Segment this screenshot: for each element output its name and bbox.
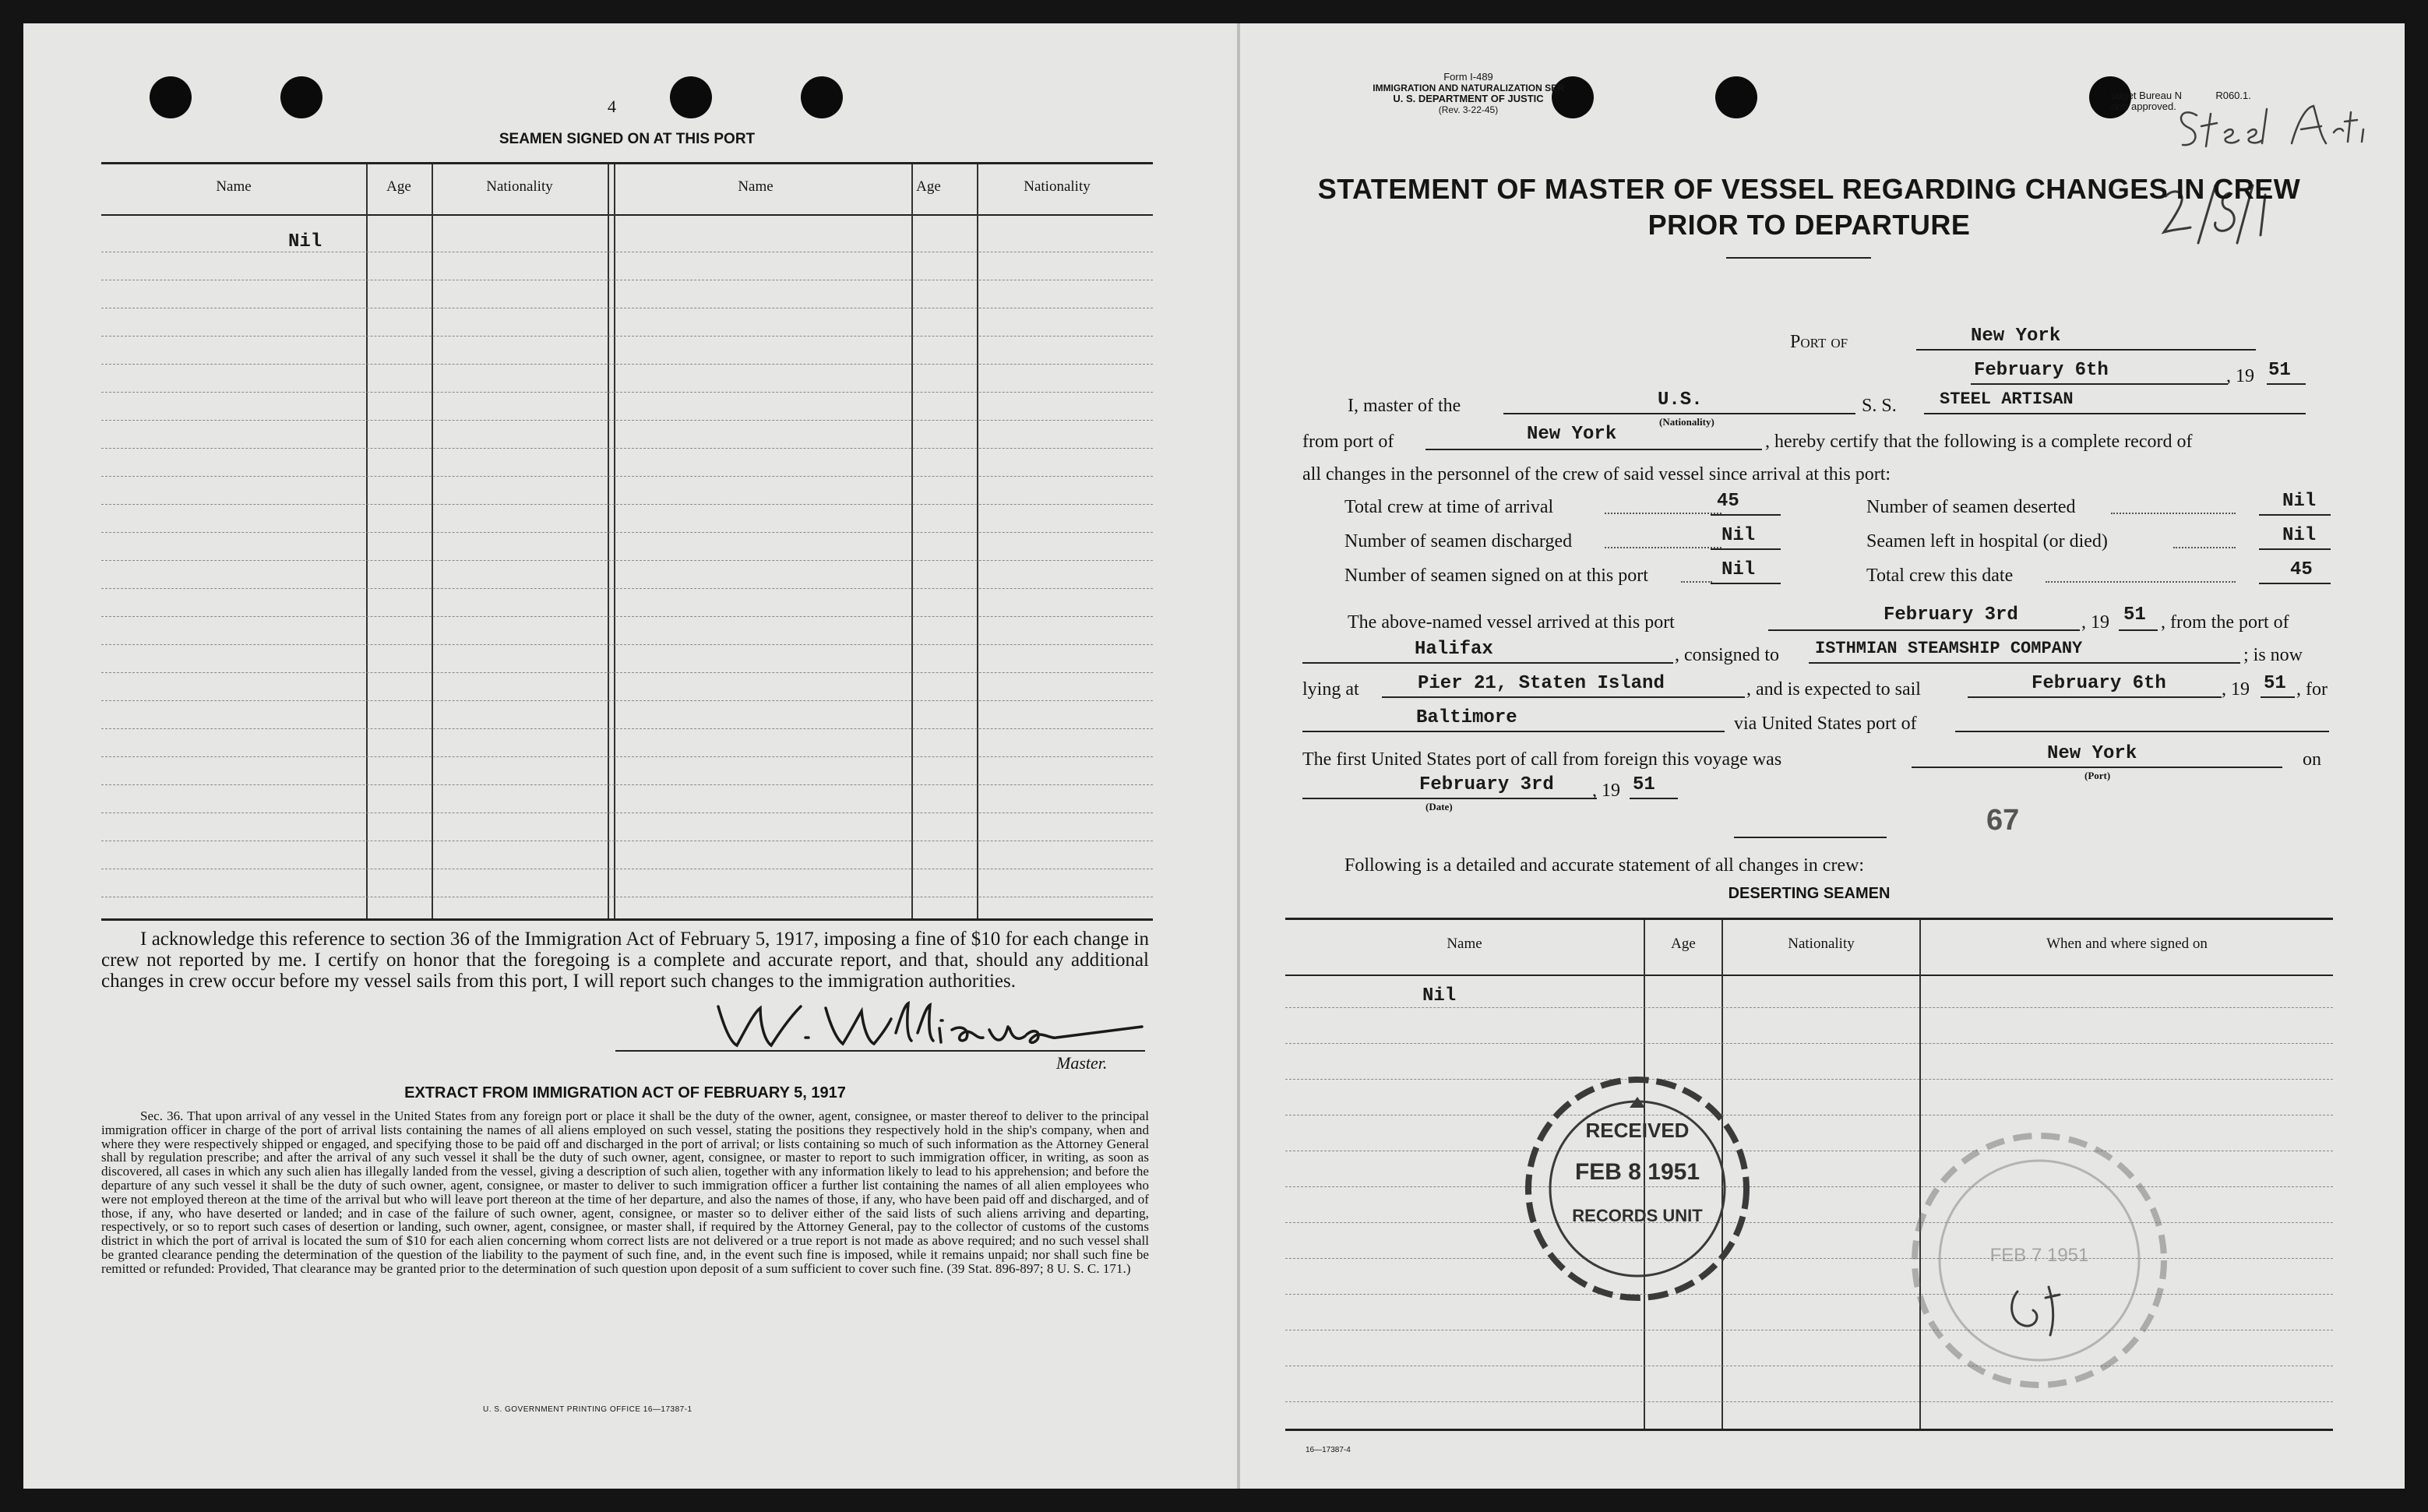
leader-dots — [2111, 513, 2236, 514]
via-label: via United States port of — [1734, 714, 1917, 734]
deserting-seamen-title: DESERTING SEAMEN — [1728, 885, 1891, 902]
arrived-date: February 3rd — [1884, 604, 2018, 626]
first-year-line — [1630, 798, 1678, 799]
acknowledgement-text: I acknowledge this reference to section 36 of the Immigration Act of February 5, 1917, imposing a fine of $10 for each change in crew not reported by me. I certify on honor that the foregoing is a complete and accurate report, and that, should any additional changes in crew occur before my vessel sails from this port, I will report such changes to the immigration authorities. — [101, 929, 1149, 992]
column-header-age: Age — [386, 178, 411, 195]
row-line — [101, 420, 1153, 421]
page-number: 4 — [608, 97, 616, 116]
from-the-port-label: , from the port of — [2161, 612, 2289, 633]
row-line — [101, 672, 1153, 673]
separator-line — [1734, 837, 1887, 838]
discharged-value: Nil — [1721, 525, 1756, 546]
column-header-name: Name — [1447, 936, 1482, 952]
total-crew-arrival-value: 45 — [1717, 491, 1739, 512]
certify-text-2: all changes in the personnel of the crew of said vessel since arrival at this port: — [1302, 464, 1891, 485]
column-header-nationality: Nationality — [1788, 936, 1855, 952]
seamen-signed-on-table — [101, 162, 1153, 921]
row-line — [101, 812, 1153, 813]
column-header-nationality: Nationality — [486, 178, 553, 195]
hospital-value: Nil — [2282, 525, 2317, 546]
sail-year-prefix: , 19 — [2222, 679, 2250, 700]
page-fold — [1237, 23, 1240, 1489]
punch-hole — [280, 76, 322, 118]
lying-at-label: lying at — [1302, 679, 1359, 700]
leader-dots — [1681, 581, 1712, 583]
entry-nil: Nil — [1422, 985, 1457, 1006]
form-printing-code: 16—17387-4 — [1306, 1446, 1351, 1454]
value-line — [1711, 548, 1781, 550]
row-line — [101, 532, 1153, 533]
column-header-signed-on: When and where signed on — [2046, 936, 2208, 952]
port-of-line — [1916, 349, 2256, 351]
row-line — [1285, 1294, 2333, 1295]
column-divider — [614, 164, 615, 918]
row-line — [101, 588, 1153, 589]
handwritten-initials — [2002, 1279, 2080, 1345]
punch-hole — [801, 76, 843, 118]
sail-year-line — [2261, 696, 2295, 698]
on-label: on — [2303, 749, 2321, 770]
row-line — [101, 476, 1153, 477]
nationality-value: U.S. — [1658, 389, 1703, 411]
row-line — [101, 392, 1153, 393]
port-of-value: New York — [1971, 326, 2061, 347]
form-title-line-2: PRIOR TO DEPARTURE — [1647, 209, 1971, 241]
master-signature — [709, 997, 1145, 1052]
first-year-prefix: , 19 — [1592, 781, 1620, 801]
lying-at-line — [1382, 696, 1745, 698]
vessel-name: STEEL ARTISAN — [1940, 389, 2074, 409]
department-line: U. S. DEPARTMENT OF JUSTIC — [1393, 93, 1544, 104]
deserting-seamen-table — [1285, 918, 2333, 1431]
revision-line: (Rev. 3-22-45) — [1438, 104, 1499, 115]
sail-date-line — [1968, 696, 2222, 698]
value-line — [2259, 583, 2331, 584]
stamp-date: FEB 8 1951 — [1574, 1159, 1700, 1185]
total-crew-arrival-label: Total crew at time of arrival — [1344, 497, 1554, 517]
deserted-value: Nil — [2282, 491, 2317, 512]
column-divider — [608, 164, 609, 918]
signature-line — [615, 1050, 1145, 1052]
title-underline — [1726, 257, 1871, 259]
consigned-line — [1809, 662, 2240, 664]
leader-dots — [2046, 581, 2236, 583]
printing-office-imprint: U. S. GOVERNMENT PRINTING OFFICE 16—17387-1 — [483, 1405, 692, 1414]
leader-dots — [2173, 547, 2236, 548]
consigned-label: , consigned to — [1675, 645, 1779, 665]
arrived-year-prefix: , 19 — [2081, 612, 2109, 633]
master-caption: Master. — [1056, 1053, 1108, 1073]
column-header-age-2: Age — [916, 178, 941, 195]
row-line — [101, 644, 1153, 645]
value-line — [2259, 514, 2331, 516]
row-line — [1285, 1007, 2333, 1008]
column-divider — [366, 164, 368, 918]
ss-label: S. S. — [1862, 396, 1897, 416]
row-line — [1285, 1222, 2333, 1223]
received-stamp — [1521, 1072, 1754, 1306]
from-port-value: New York — [1527, 424, 1617, 445]
vessel-line — [1924, 413, 2306, 414]
date-line — [1971, 383, 2228, 385]
form-sheet — [23, 23, 2405, 1489]
budget-bureau-code: R060.1. — [2215, 90, 2251, 101]
hospital-label: Seamen left in hospital (or died) — [1866, 531, 2108, 552]
for-label: , for — [2296, 679, 2328, 700]
column-header-age: Age — [1671, 936, 1696, 952]
column-header-name: Name — [216, 178, 252, 195]
page-count-stamp: 67 — [1986, 804, 2020, 837]
extract-text: Sec. 36. That upon arrival of any vessel in the United States from any foreign port or place it shall be the duty of the owner, agent, consignee, or master thereof to deliver to the principal immigration officer in charge of the port of arrival lists containing the names of all aliens employed on such vessel, stating the positions they respectively hold in the ship's company, when and where they were respectively shipped or engaged, and specifying those to be paid off and discharged in the port of arrival; or lists containing so much of such information as the Attorney General shall by regulation prescribe; and after the arrival of any such vessel it shall be the duty of such owner, agent, consignee, or master to report to such immigration officer, in writing, as soon as discovered, all cases in which any such alien has illegally landed from the vessel, giving a description of such alien, together with any information likely to lead to his apprehension; and before the departure of any such vessel it shall be the duty of such owner, agent, consignee, or master to deliver to such immigration officer a further list containing the names of all alien employees who were not employed thereon at the time of the arrival but who will leave port thereon at the time of her departure, and also the names of those, if any, who have been paid off and discharged, and of those, if any, who have deserted or landed; and in case of the failure of such owner, agent, consignee, or master so to deliver either of the said lists of such aliens arriving and departing, respectively, or so to report such cases of desertion or landing, such owner, agent, consignee, or master shall, if required by the Attorney General, pay to the collector of customs of the customs district in which the port of arrival is located the sum of $10 for each alien concerning whom correct lists are not delivered or a true report is not made as above required; and no such vessel shall be granted clearance pending the determination of the question of the liability to the payment of such fine, and, in the event such fine is imposed, while it remains unpaid; nor shall such fine be remitted or refunded: Provided, That clearance may be granted prior to the determination of such question upon deposit of a sum sufficient to cover such fine. (39 Stat. 896-897; 8 U. S. C. 171.) — [101, 1108, 1149, 1276]
year-line — [2267, 383, 2306, 385]
row-line — [101, 784, 1153, 785]
section-title: SEAMEN SIGNED ON AT THIS PORT — [499, 131, 756, 147]
signed-on-value: Nil — [1721, 559, 1756, 580]
via-line — [1955, 731, 2329, 732]
row-line — [1285, 1186, 2333, 1187]
column-header-name-2: Name — [738, 178, 774, 195]
first-port-line — [1912, 767, 2282, 768]
value-line — [1711, 514, 1781, 516]
row-line — [101, 364, 1153, 365]
arrived-year: 51 — [2123, 604, 2146, 626]
total-crew-date-label: Total crew this date — [1866, 566, 2014, 586]
sail-year: 51 — [2264, 673, 2286, 694]
from-port-line — [1425, 449, 1762, 450]
first-port-value: New York — [2047, 743, 2137, 764]
form-approved-label: orm approved. — [2111, 100, 2176, 112]
row-line — [101, 336, 1153, 337]
deserted-label: Number of seamen deserted — [1866, 497, 2076, 517]
signed-on-label: Number of seamen signed on at this port — [1344, 566, 1648, 586]
date-value: February 6th — [1974, 360, 2109, 381]
year-value: 51 — [2268, 360, 2291, 381]
arrived-date-line — [1768, 629, 2080, 631]
punch-hole — [1715, 76, 1757, 118]
punch-hole — [670, 76, 712, 118]
column-divider — [977, 164, 978, 918]
row-line — [101, 728, 1153, 729]
from-the-port-value: Halifax — [1415, 639, 1493, 660]
faded-stamp — [1907, 1128, 2172, 1393]
master-of-label: I, master of the — [1348, 396, 1461, 416]
first-date-line — [1302, 798, 1597, 799]
budget-bureau-label: udget Bureau N — [2111, 90, 2183, 101]
first-date-value: February 3rd — [1419, 774, 1554, 795]
first-port-label: The first United States port of call from foreign this voyage was — [1302, 749, 1782, 770]
leader-dots — [1605, 513, 1721, 514]
destination-line — [1302, 731, 1725, 732]
faded-stamp-date: FEB 7 1951 — [1989, 1245, 2089, 1266]
lying-at-value: Pier 21, Staten Island — [1418, 673, 1665, 694]
form-title-line-1: STATEMENT OF MASTER OF VESSEL REGARDING CHANGES IN CREW — [1317, 173, 2301, 205]
port-of-label: Port of — [1790, 332, 1848, 352]
value-line — [2259, 548, 2331, 550]
year-prefix: , 19 — [2226, 366, 2254, 386]
row-line — [1285, 1401, 2333, 1402]
leader-dots — [1605, 547, 1721, 548]
row-line — [101, 700, 1153, 701]
port-caption: (Port) — [2084, 770, 2111, 781]
row-line — [101, 448, 1153, 449]
handwritten-vessel-name — [2173, 98, 2376, 164]
row-line — [101, 560, 1153, 561]
entry-nil: Nil — [288, 231, 322, 252]
sail-date: February 6th — [2032, 673, 2166, 694]
column-divider — [911, 164, 913, 918]
arrived-label: The above-named vessel arrived at this port — [1348, 612, 1675, 633]
form-number: Form I-489 — [1443, 71, 1493, 83]
first-year-value: 51 — [1633, 774, 1655, 795]
stamp-records-unit: RECORDS UNIT — [1572, 1206, 1703, 1225]
column-divider — [432, 164, 433, 918]
agency-line: IMMIGRATION AND NATURALIZATION SER — [1373, 83, 1564, 93]
nationality-line — [1503, 413, 1855, 414]
punch-hole — [150, 76, 192, 118]
row-line — [101, 504, 1153, 505]
consigned-value: ISTHMIAN STEAMSHIP COMPANY — [1815, 639, 2083, 658]
nationality-caption: (Nationality) — [1659, 416, 1714, 428]
row-line — [1285, 1258, 2333, 1259]
column-header-nationality-2: Nationality — [1024, 178, 1091, 195]
from-the-port-line — [1302, 662, 1673, 664]
from-port-label: from port of — [1302, 432, 1394, 452]
total-crew-date-value: 45 — [2290, 559, 2313, 580]
form-header — [1340, 72, 1597, 115]
is-now-label: ; is now — [2243, 645, 2303, 665]
extract-title: EXTRACT FROM IMMIGRATION ACT OF FEBRUARY 5, 1917 — [404, 1084, 846, 1101]
date-caption: (Date) — [1425, 801, 1453, 812]
expected-label: , and is expected to sail — [1746, 679, 1921, 700]
destination-value: Baltimore — [1416, 707, 1517, 728]
row-line — [1285, 1079, 2333, 1080]
row-line — [101, 756, 1153, 757]
certify-text: , hereby certify that the following is a complete record of — [1765, 432, 2193, 452]
following-text: Following is a detailed and accurate statement of all changes in crew: — [1344, 855, 1865, 876]
discharged-label: Number of seamen discharged — [1344, 531, 1573, 552]
stamp-received: RECEIVED — [1585, 1119, 1690, 1142]
row-line — [1285, 1043, 2333, 1044]
arrived-year-line — [2119, 629, 2158, 631]
value-line — [1711, 583, 1781, 584]
row-line — [101, 616, 1153, 617]
